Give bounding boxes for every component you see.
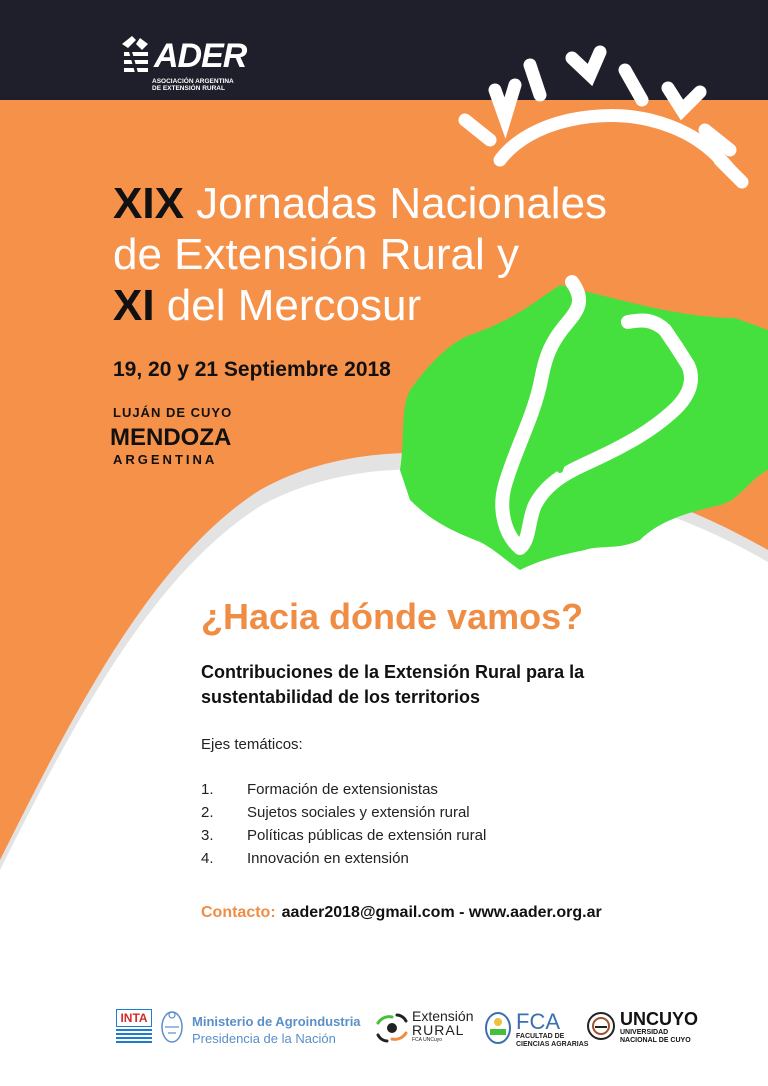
extension-line1: Extensión [412,1008,474,1024]
list-item [201,824,486,847]
uncuyo-logo-text [620,1009,698,1045]
title-line3: del Mercosur [154,281,422,330]
uncuyo-subtitle: UNIVERSIDAD NACIONAL DE CUYO [620,1029,691,1044]
ministerio-line2: Presidencia de la Nación [192,1031,336,1046]
ejes-label: Ejes temáticos: [201,736,303,753]
title-line1: Jornadas Nacionales [183,179,608,228]
extension-rural-logo-text [412,1009,473,1044]
headline-subtitle: Contribuciones de la Extensión Rural para la sustentabilidad de los territorios [201,662,585,707]
uncuyo-seal-icon [586,1010,616,1042]
list-item-text: Sujetos sociales y extensión rural [247,804,470,821]
extension-rural-icon [374,1013,410,1043]
fca-seal-icon [484,1011,512,1045]
argentina-seal-icon [160,1007,184,1045]
list-item-number: 2. [201,804,214,821]
list-item-text: Formación de extensionistas [247,781,438,798]
inta-logo [116,1009,152,1043]
extension-line3: FCA UNCuyo [412,1037,443,1043]
fca-subtitle: FACULTAD DE CIENCIAS AGRARIAS [516,1033,589,1048]
inta-stripes-icon [116,1029,152,1043]
ejes-list [201,778,486,870]
list-item [201,847,486,870]
contact-line [201,904,602,922]
title-roman-xix: XIX [113,179,184,228]
fca-title: FCA [516,1009,560,1034]
sponsor-logos [0,995,768,1055]
contact-label: Contacto: [201,904,276,921]
aader-logo [118,34,248,94]
aader-logo-subtitle: ASOCIACIÓN ARGENTINA DE EXTENSIÓN RURAL [152,78,234,92]
ministerio-logo-text [192,1013,361,1047]
event-title [113,178,673,331]
list-item-number: 4. [201,850,214,867]
list-item [201,778,486,801]
list-item [201,801,486,824]
uncuyo-title: UNCUYO [620,1009,699,1029]
fca-logo-text [516,1011,588,1049]
extension-line2: RURAL [412,1022,465,1038]
location-country: ARGENTINA [113,452,218,467]
list-item-number: 3. [201,827,214,844]
title-roman-xi: XI [113,281,155,330]
list-item-text: Políticas públicas de extensión rural [247,827,487,844]
headline-question: ¿Hacia dónde vamos? [201,596,584,637]
list-item-number: 1. [201,781,214,798]
event-dates: 19, 20 y 21 Septiembre 2018 [113,358,391,381]
contact-value[interactable]: aader2018@gmail.com - www.aader.org.ar [281,904,602,921]
aader-logo-word: ADER [154,37,247,75]
aader-figure-icon [118,34,152,80]
title-line2: de Extensión Rural y [113,230,519,279]
list-item-text: Innovación en extensión [247,850,409,867]
location-province: MENDOZA [110,424,232,451]
ministerio-line1: Ministerio de Agroindustria [192,1014,361,1029]
inta-logo-text: INTA [116,1009,152,1027]
location-city: LUJÁN DE CUYO [113,405,233,420]
